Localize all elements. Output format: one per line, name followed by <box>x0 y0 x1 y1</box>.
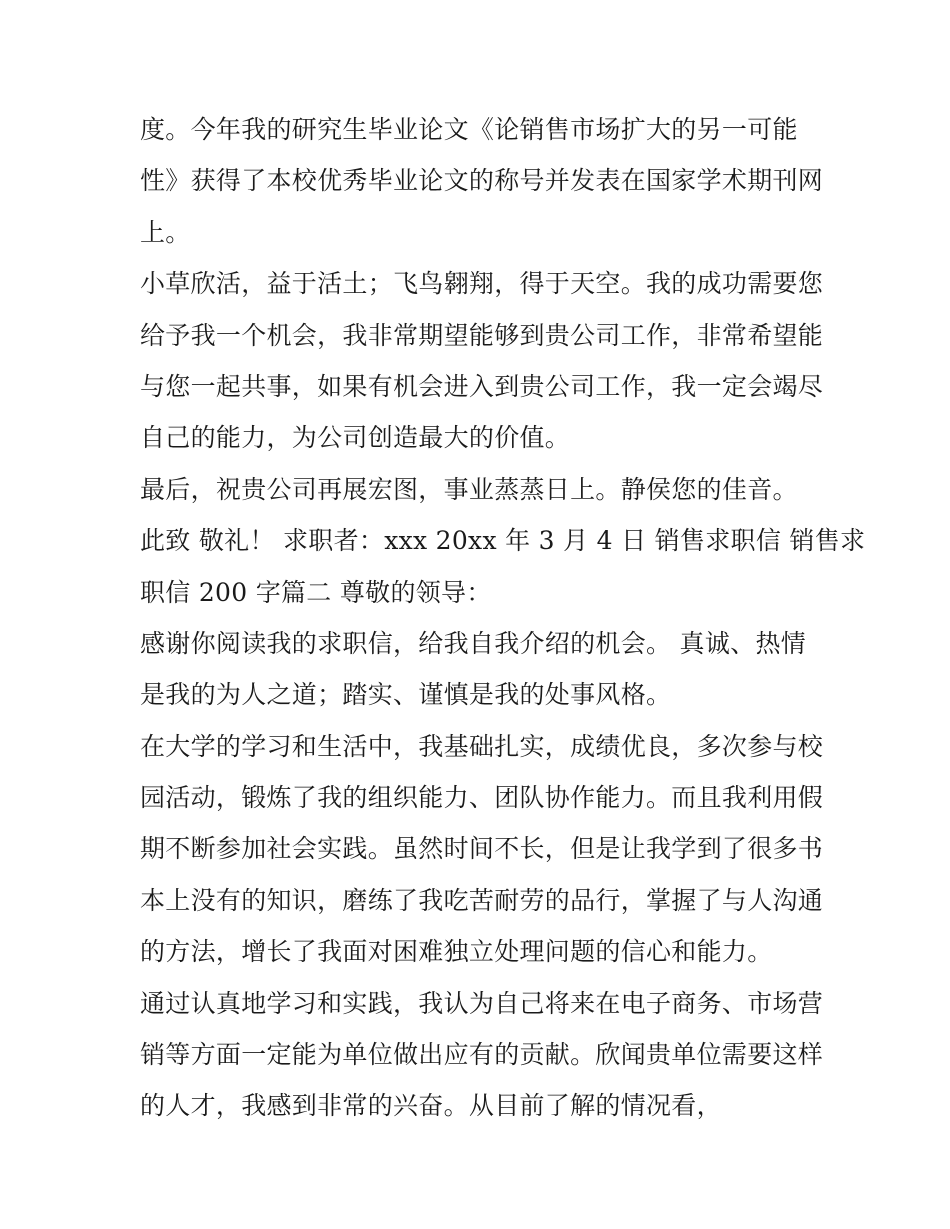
text-line: 的方法，增长了我面对困难独立处理问题的信心和能力。 <box>140 937 773 967</box>
text-line: 的人才，我感到非常的兴奋。从目前了解的情况看， <box>140 1091 722 1121</box>
text-line: 园活动，锻炼了我的组织能力、团队协作能力。而且我利用假 <box>140 783 824 813</box>
text-line: 小草欣活，益于活土；飞鸟翱翔，得于天空。我的成功需要您 <box>140 269 824 299</box>
document-body <box>140 104 866 1132</box>
text-line: 性》获得了本校优秀毕业论文的称号并发表在国家学术期刊网 <box>140 166 824 196</box>
text-line: 度。今年我的研究生毕业论文《论销售市场扩大的另一可能 <box>140 115 798 144</box>
text-line: 本上没有的知识，磨练了我吃苦耐劳的品行，掌握了与人沟通 <box>140 885 824 915</box>
text-line: 销等方面一定能为单位做出应有的贡献。欣闻贵单位需要这样 <box>140 1040 824 1070</box>
text-line: 是我的为人之道；踏实、谨慎是我的处事风格。 <box>140 680 672 710</box>
text-line: 通过认真地学习和实践，我认为自己将来在电子商务、市场营 <box>140 988 824 1018</box>
text-line: 职信 200 字篇二 尊敬的领导： <box>140 577 492 607</box>
text-line: 给予我一个机会，我非常期望能够到贵公司工作，非常希望能 <box>140 320 824 350</box>
text-line: 此致 敬礼！ 求职者：xxx 20xx 年 3 月 4 日 销售求职信 销售求 <box>140 526 866 556</box>
text-line: 期不断参加社会实践。虽然时间不长，但是让我学到了很多书 <box>140 834 824 864</box>
text-line: 在大学的学习和生活中，我基础扎实，成绩优良，多次参与校 <box>140 731 824 761</box>
text-line: 感谢你阅读我的求职信，给我自我介绍的机会。 真诚、热情 <box>140 628 807 658</box>
text-line: 上。 <box>140 217 191 247</box>
text-line: 自己的能力，为公司创造最大的价值。 <box>140 423 571 453</box>
text-line: 与您一起共事，如果有机会进入到贵公司工作，我一定会竭尽 <box>140 371 824 401</box>
text-line: 最后，祝贵公司再展宏图，事业蒸蒸日上。静侯您的佳音。 <box>140 474 798 504</box>
